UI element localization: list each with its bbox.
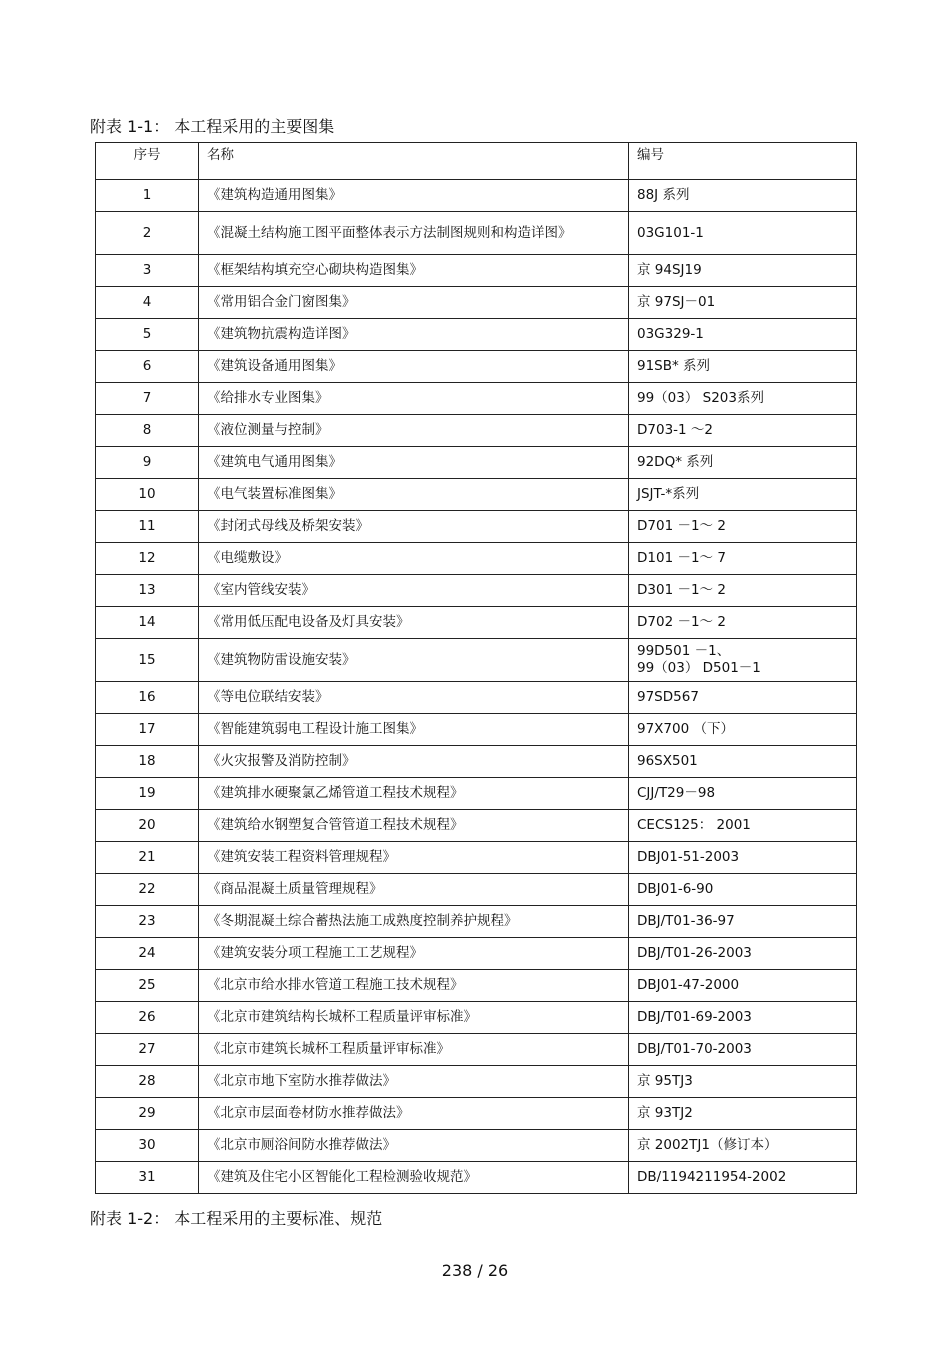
row-no: 22 (96, 874, 199, 906)
row-no: 12 (96, 543, 199, 575)
row-code: DBJ01-6-90 (629, 874, 857, 906)
row-no: 14 (96, 607, 199, 639)
row-code: 京 97SJ－01 (629, 287, 857, 319)
row-no: 13 (96, 575, 199, 607)
row-code-line-2: 99（03） D501－1 (637, 660, 761, 676)
table-row (96, 1098, 857, 1130)
table-row (96, 180, 857, 212)
row-name: 《建筑排水硬聚氯乙烯管道工程技术规程》 (199, 778, 629, 810)
page-number: 238 / 26 (441, 1261, 509, 1280)
table-row (96, 1034, 857, 1066)
table-row (96, 415, 857, 447)
table-row (96, 319, 857, 351)
table-row (96, 714, 857, 746)
table-row (96, 1162, 857, 1194)
row-no: 27 (96, 1034, 199, 1066)
row-code: DBJ/T01-70-2003 (629, 1034, 857, 1066)
row-code: DBJ01-47-2000 (629, 970, 857, 1002)
row-no: 2 (96, 212, 199, 255)
table-row (96, 351, 857, 383)
row-name: 《建筑设备通用图集》 (199, 351, 629, 383)
header-name: 名称 (199, 143, 629, 180)
row-name: 《建筑物抗震构造详图》 (199, 319, 629, 351)
row-name: 《北京市厕浴间防水推荐做法》 (199, 1130, 629, 1162)
row-code: DBJ/T01-26-2003 (629, 938, 857, 970)
table-row (96, 383, 857, 415)
header-code: 编号 (629, 143, 857, 180)
row-code: D702 －1～ 2 (629, 607, 857, 639)
table-row (96, 906, 857, 938)
table-row (96, 970, 857, 1002)
table-row (96, 746, 857, 778)
row-name: 《混凝土结构施工图平面整体表示方法制图规则和构造详图》 (199, 212, 629, 255)
row-code: D703-1 ～2 (629, 415, 857, 447)
row-name: 《电气装置标准图集》 (199, 479, 629, 511)
row-name: 《商品混凝土质量管理规程》 (199, 874, 629, 906)
table-row (96, 479, 857, 511)
row-no: 21 (96, 842, 199, 874)
row-name: 《建筑物防雷设施安装》 (199, 639, 629, 682)
table-row (96, 607, 857, 639)
row-name: 《等电位联结安装》 (199, 682, 629, 714)
table-row (96, 938, 857, 970)
row-code: JSJT-*系列 (629, 479, 857, 511)
row-no: 24 (96, 938, 199, 970)
row-code: DBJ/T01-36-97 (629, 906, 857, 938)
row-no: 1 (96, 180, 199, 212)
row-name: 《室内管线安装》 (199, 575, 629, 607)
row-code: 京 2002TJ1（修订本） (629, 1130, 857, 1162)
row-no: 10 (96, 479, 199, 511)
row-code: 88J 系列 (629, 180, 857, 212)
row-no: 15 (96, 639, 199, 682)
table-row (96, 842, 857, 874)
row-name: 《建筑电气通用图集》 (199, 447, 629, 479)
row-no: 31 (96, 1162, 199, 1194)
row-code: 97X700 （下） (629, 714, 857, 746)
row-code: DB/1194211954-2002 (629, 1162, 857, 1194)
row-name: 《常用低压配电设备及灯具安装》 (199, 607, 629, 639)
table-row (96, 778, 857, 810)
table-header-row (96, 143, 857, 180)
row-code: 03G101-1 (629, 212, 857, 255)
row-name: 《北京市地下室防水推荐做法》 (199, 1066, 629, 1098)
row-no: 17 (96, 714, 199, 746)
header-no: 序号 (96, 143, 199, 180)
table-1-1-caption: 附表 1-1： 本工程采用的主要图集 (90, 117, 335, 136)
row-code: D301 －1～ 2 (629, 575, 857, 607)
row-no: 3 (96, 255, 199, 287)
row-no: 9 (96, 447, 199, 479)
row-no: 26 (96, 1002, 199, 1034)
row-name: 《封闭式母线及桥架安装》 (199, 511, 629, 543)
row-code: D101 －1～ 7 (629, 543, 857, 575)
row-code: 京 94SJ19 (629, 255, 857, 287)
row-code: 96SX501 (629, 746, 857, 778)
table-row (96, 682, 857, 714)
row-no: 20 (96, 810, 199, 842)
row-name: 《建筑安装分项工程施工工艺规程》 (199, 938, 629, 970)
row-code: CECS125： 2001 (629, 810, 857, 842)
row-name: 《建筑安装工程资料管理规程》 (199, 842, 629, 874)
row-no: 30 (96, 1130, 199, 1162)
row-name: 《电缆敷设》 (199, 543, 629, 575)
row-no: 28 (96, 1066, 199, 1098)
table-row (96, 1002, 857, 1034)
table-row (96, 511, 857, 543)
table-row (96, 874, 857, 906)
row-name: 《液位测量与控制》 (199, 415, 629, 447)
table-row (96, 447, 857, 479)
table-1-2-caption: 附表 1-2： 本工程采用的主要标准、规范 (90, 1209, 383, 1228)
row-code: 京 93TJ2 (629, 1098, 857, 1130)
row-code: 03G329-1 (629, 319, 857, 351)
row-name: 《给排水专业图集》 (199, 383, 629, 415)
row-code: 京 95TJ3 (629, 1066, 857, 1098)
table-row (96, 543, 857, 575)
row-name: 《常用铝合金门窗图集》 (199, 287, 629, 319)
row-code (629, 639, 857, 682)
row-name: 《建筑构造通用图集》 (199, 180, 629, 212)
row-name: 《框架结构填充空心砌块构造图集》 (199, 255, 629, 287)
table-row (96, 1066, 857, 1098)
row-name: 《冬期混凝土综合蓄热法施工成熟度控制养护规程》 (199, 906, 629, 938)
row-no: 25 (96, 970, 199, 1002)
row-no: 6 (96, 351, 199, 383)
row-code: D701 －1～ 2 (629, 511, 857, 543)
table-row (96, 575, 857, 607)
table-row (96, 287, 857, 319)
row-no: 29 (96, 1098, 199, 1130)
row-no: 19 (96, 778, 199, 810)
row-code: 99（03） S203系列 (629, 383, 857, 415)
row-code-line-1: 99D501 －1、 (637, 643, 731, 659)
table-row (96, 255, 857, 287)
row-name: 《建筑及住宅小区智能化工程检测验收规范》 (199, 1162, 629, 1194)
row-no: 7 (96, 383, 199, 415)
row-code: DBJ01-51-2003 (629, 842, 857, 874)
table-row (96, 212, 857, 255)
row-name: 《智能建筑弱电工程设计施工图集》 (199, 714, 629, 746)
row-name: 《北京市给水排水管道工程施工技术规程》 (199, 970, 629, 1002)
row-name: 《北京市层面卷材防水推荐做法》 (199, 1098, 629, 1130)
row-no: 18 (96, 746, 199, 778)
row-code: 91SB* 系列 (629, 351, 857, 383)
table-row (96, 810, 857, 842)
row-name: 《北京市建筑结构长城杯工程质量评审标准》 (199, 1002, 629, 1034)
row-code: 92DQ* 系列 (629, 447, 857, 479)
table-row (96, 639, 857, 682)
row-name: 《火灾报警及消防控制》 (199, 746, 629, 778)
row-name: 《北京市建筑长城杯工程质量评审标准》 (199, 1034, 629, 1066)
table-row (96, 1130, 857, 1162)
row-code: 97SD567 (629, 682, 857, 714)
row-no: 23 (96, 906, 199, 938)
row-code: DBJ/T01-69-2003 (629, 1002, 857, 1034)
row-name: 《建筑给水钢塑复合管管道工程技术规程》 (199, 810, 629, 842)
row-no: 5 (96, 319, 199, 351)
atlas-table (95, 142, 857, 1194)
row-no: 11 (96, 511, 199, 543)
row-code: CJJ/T29－98 (629, 778, 857, 810)
row-no: 16 (96, 682, 199, 714)
row-no: 8 (96, 415, 199, 447)
row-no: 4 (96, 287, 199, 319)
